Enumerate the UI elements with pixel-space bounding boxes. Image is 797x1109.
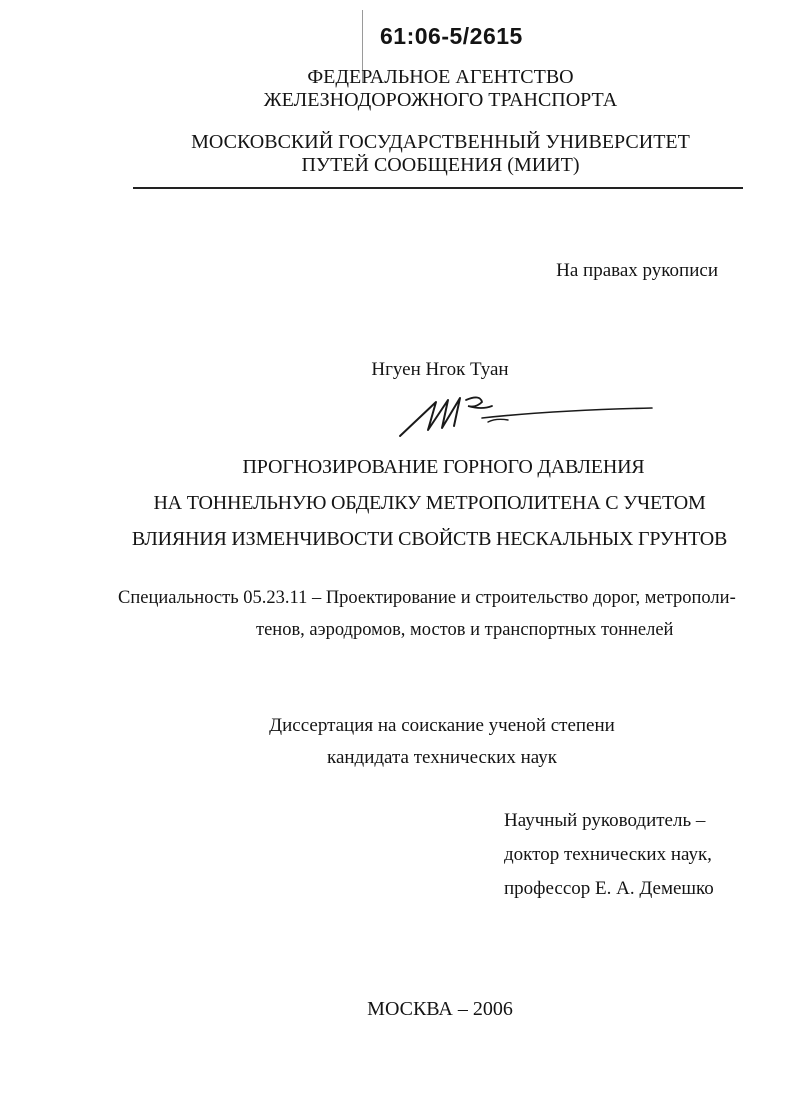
supervisor-line-2: доктор технических наук, bbox=[504, 844, 712, 865]
author-name: Нгуен Нгок Туан bbox=[371, 359, 509, 380]
agency-line-2: ЖЕЛЕЗНОДОРОЖНОГО ТРАНСПОРТА bbox=[263, 89, 618, 111]
university-header bbox=[42, 131, 797, 177]
degree-line-1: Диссертация на соискание ученой степени bbox=[269, 715, 615, 736]
specialty-line-1: Специальность 05.23.11 – Проектирование и строительство дорог, метрополи- bbox=[118, 588, 736, 608]
city-year: МОСКВА – 2006 bbox=[367, 998, 513, 1020]
university-line-2: ПУТЕЙ СООБЩЕНИЯ (МИИТ) bbox=[301, 154, 580, 176]
agency-header bbox=[42, 66, 797, 112]
degree-statement bbox=[262, 710, 622, 774]
dissertation-title bbox=[0, 454, 797, 562]
title-line-1: ПРОГНОЗИРОВАНИЕ ГОРНОГО ДАВЛЕНИЯ bbox=[242, 456, 645, 478]
supervisor-line-3: профессор Е. А. Демешко bbox=[504, 878, 714, 899]
specialty-line-2: тенов, аэродромов, мостов и транспортных тоннелей bbox=[256, 620, 674, 640]
author-signature bbox=[396, 392, 656, 444]
supervisor-block bbox=[504, 804, 764, 906]
degree-line-2: кандидата технических наук bbox=[327, 747, 557, 768]
catalog-number: 61:06-5/2615 bbox=[380, 23, 523, 49]
rights-note: На правах рукописи bbox=[556, 260, 718, 281]
header-divider bbox=[133, 187, 743, 189]
supervisor-line-1: Научный руководитель – bbox=[504, 810, 706, 831]
title-line-2: НА ТОННЕЛЬНУЮ ОБДЕЛКУ МЕТРОПОЛИТЕНА С УЧЕТОМ bbox=[153, 492, 706, 514]
agency-line-1: ФЕДЕРАЛЬНОЕ АГЕНТСТВО bbox=[307, 66, 574, 88]
specialty-block bbox=[118, 582, 768, 646]
title-line-3: ВЛИЯНИЯ ИЗМЕНЧИВОСТИ СВОЙСТВ НЕСКАЛЬНЫХ ГРУНТОВ bbox=[131, 528, 728, 550]
university-line-1: МОСКОВСКИЙ ГОСУДАРСТВЕННЫЙ УНИВЕРСИТЕТ bbox=[191, 131, 690, 153]
